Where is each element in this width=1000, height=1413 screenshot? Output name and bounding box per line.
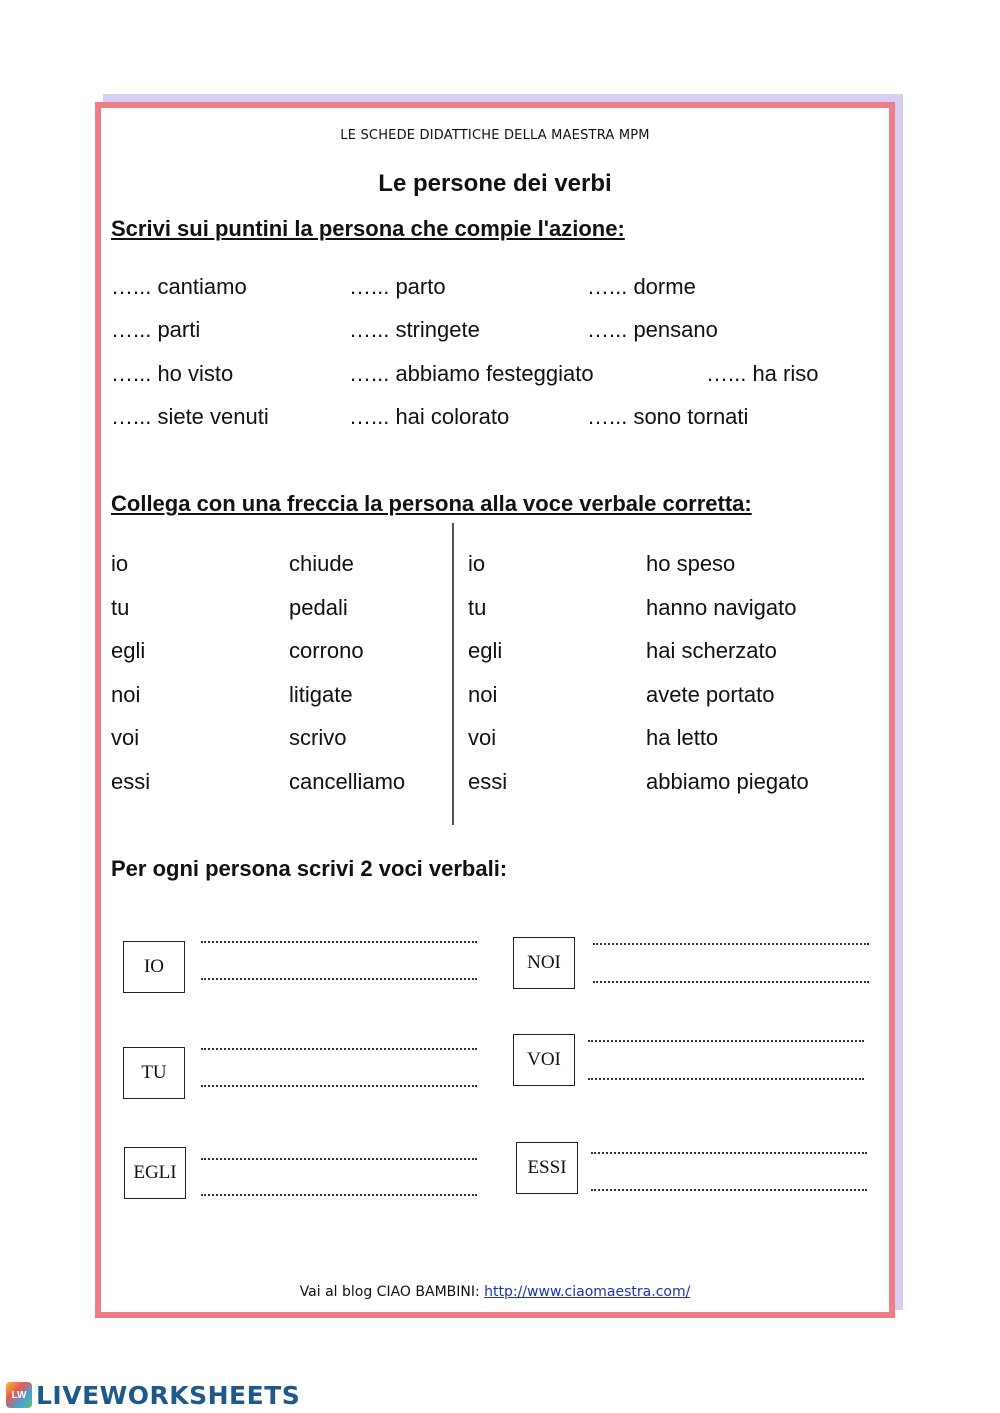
answer-line[interactable]	[593, 981, 869, 983]
person-right: io	[468, 551, 486, 576]
answer-line[interactable]	[201, 978, 477, 980]
answer-line[interactable]	[201, 1085, 477, 1087]
person-box-egli: EGLI	[124, 1147, 186, 1199]
verb-left: pedali	[289, 595, 348, 620]
person-left: tu	[111, 595, 130, 620]
answer-line[interactable]	[591, 1152, 867, 1154]
answer-line[interactable]	[201, 941, 477, 943]
answer-line[interactable]	[593, 943, 869, 945]
verb-left: corrono	[289, 638, 364, 663]
answer-line[interactable]	[591, 1189, 867, 1191]
fill-item: …... ha riso	[706, 361, 819, 386]
verb-right: ho speso	[646, 551, 736, 576]
fill-item: …... ho visto	[111, 361, 234, 386]
verb-left: scrivo	[289, 725, 347, 750]
fill-item: …... parto	[349, 274, 446, 299]
answer-line[interactable]	[588, 1040, 864, 1042]
section1-heading: Scrivi sui puntini la persona che compie l'azione:	[111, 216, 625, 241]
verb-right: avete portato	[646, 682, 775, 707]
page-title: Le persone dei verbi	[378, 170, 612, 197]
person-left: voi	[111, 725, 140, 750]
person-right: tu	[468, 595, 487, 620]
verb-right: abbiamo piegato	[646, 769, 809, 794]
footer-text: Vai al blog CIAO BAMBINI:	[299, 1284, 485, 1300]
verb-right: ha letto	[646, 725, 719, 750]
person-right: essi	[468, 769, 508, 794]
worksheet	[95, 102, 895, 1318]
answer-line[interactable]	[201, 1194, 477, 1196]
fill-item: …... dorme	[587, 274, 696, 299]
answer-line[interactable]	[588, 1078, 864, 1080]
verb-right: hanno navigato	[646, 595, 797, 620]
person-left: egli	[111, 638, 146, 663]
person-left: essi	[111, 769, 151, 794]
person-box-noi: NOI	[513, 937, 575, 989]
answer-line[interactable]	[201, 1048, 477, 1050]
sheet-footer	[101, 1284, 889, 1300]
liveworksheets-brand	[6, 1378, 300, 1412]
person-box-tu: TU	[123, 1047, 185, 1099]
person-box-voi: VOI	[513, 1034, 575, 1086]
sheet-header: LE SCHEDE DIDATTICHE DELLA MAESTRA MPM	[340, 128, 650, 143]
verb-left: litigate	[289, 682, 353, 707]
fill-item: …... stringete	[349, 317, 480, 342]
verb-left: chiude	[289, 551, 354, 576]
brand-name: LIVEWORKSHEETS	[36, 1380, 301, 1410]
liveworksheets-logo-icon: LW	[6, 1382, 32, 1408]
person-right: voi	[468, 725, 497, 750]
fill-item: …... cantiamo	[111, 274, 247, 299]
verb-left: cancelliamo	[289, 769, 406, 794]
fill-item: …... sono tornati	[587, 404, 749, 429]
person-left: noi	[111, 682, 141, 707]
fill-item: …... siete venuti	[111, 404, 269, 429]
answer-line[interactable]	[201, 1158, 477, 1160]
person-right: egli	[468, 638, 503, 663]
fill-item: …... abbiamo festeggiato	[349, 361, 594, 386]
fill-item: …... parti	[111, 317, 201, 342]
person-box-io: IO	[123, 941, 185, 993]
person-right: noi	[468, 682, 498, 707]
section2-heading: Collega con una freccia la persona alla voce verbale corretta:	[111, 491, 752, 516]
person-left: io	[111, 551, 129, 576]
blog-link[interactable]: http://www.ciaomaestra.com/	[484, 1284, 691, 1300]
verb-right: hai scherzato	[646, 638, 777, 663]
fill-item: …... hai colorato	[349, 404, 510, 429]
column-divider	[452, 523, 454, 825]
person-box-essi: ESSI	[516, 1142, 578, 1194]
section3-heading: Per ogni persona scrivi 2 voci verbali:	[111, 856, 508, 881]
fill-item: …... pensano	[587, 317, 718, 342]
